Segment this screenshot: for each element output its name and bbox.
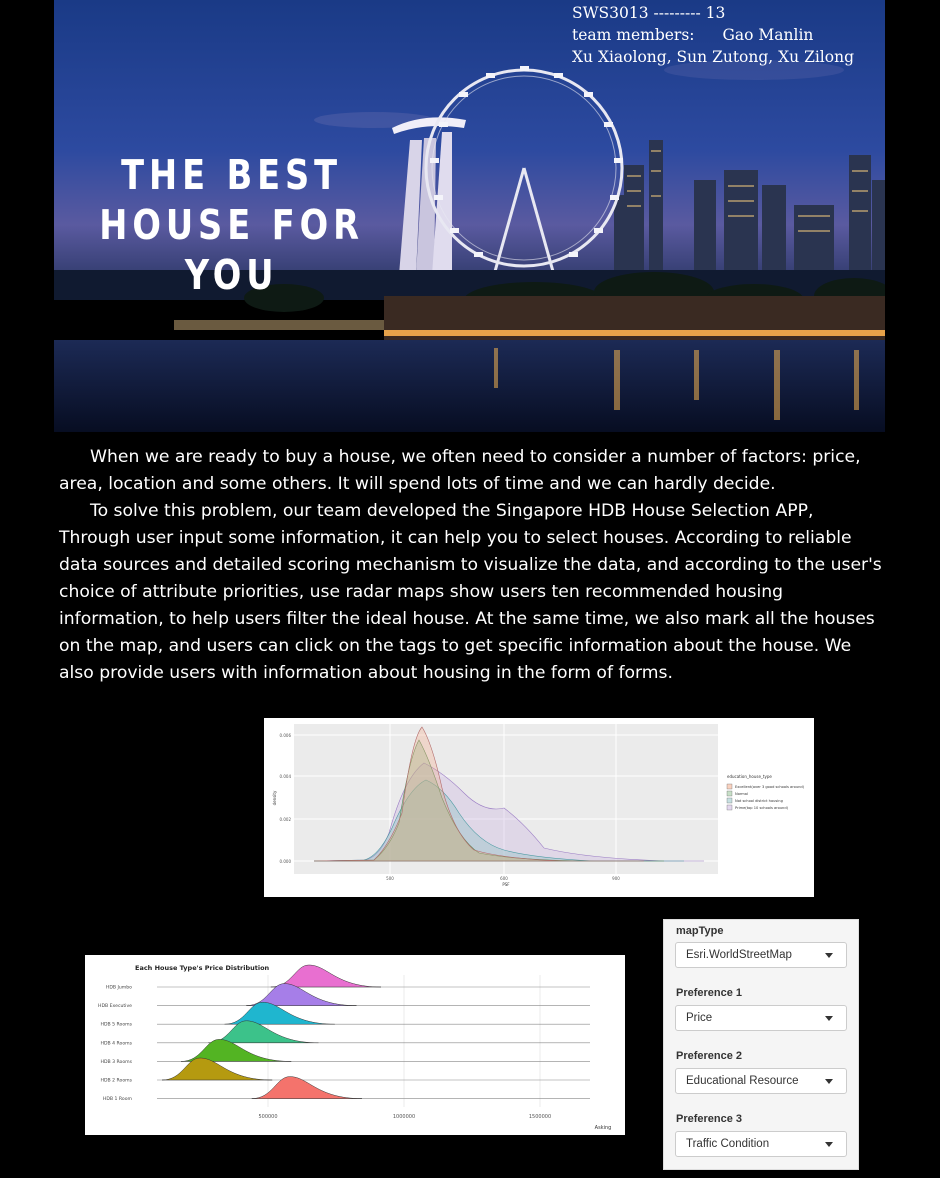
headline-line-2: HOUSE FOR YOU: [99, 201, 364, 299]
map-type-value: Esri.WorldStreetMap: [686, 949, 792, 961]
ridge-label-2: HDB 5 Rooms: [100, 1022, 132, 1028]
description: [59, 444, 889, 687]
course-line: SWS3013 --------- 13: [572, 4, 726, 22]
members-line-2: Xu Xiaolong, Sun Zutong, Xu Zilong: [572, 48, 855, 66]
x-axis-label: PSF: [502, 882, 510, 887]
preference-3-select[interactable]: [675, 1131, 847, 1157]
y-tick-0: 0.000: [279, 859, 291, 864]
description-paragraph-2: To solve this problem, our team developed the Singapore HDB House Selection APP, Through user input some information, it can help you to select houses. According to reliable data sources and detailed scoring mechanism to visualize the data, and according to the user's choice of attribute priorities, use radar maps show users ten recommended housing information, to help users filter the ideal house. At the same time, we also mark all the houses on the map, and users can click on the tags to get specific information about the house. We also provide users with information about housing in the form of forms.: [59, 501, 882, 683]
chevron-down-icon: [825, 953, 833, 958]
ridge-label-1: HDB Executive: [98, 1004, 132, 1010]
members-line-1: [572, 24, 882, 46]
preference-2-label: Preference 2: [676, 1050, 743, 1062]
legend: [727, 784, 805, 810]
ridge-label-3: HDB 4 Rooms: [100, 1041, 132, 1047]
preferences-panel: [663, 919, 859, 1170]
x-tick-0: 500: [386, 876, 394, 881]
legend-label-prime: Prime(top 10 schools around): [735, 806, 789, 810]
chevron-down-icon: [825, 1079, 833, 1084]
x-tick-2: 900: [612, 876, 620, 881]
preference-1-label: Preference 1: [676, 987, 743, 999]
legend-swatch-prime: [727, 805, 732, 810]
x-tick-1000000: 1000000: [392, 1114, 416, 1120]
preference-3-label: Preference 3: [676, 1113, 743, 1125]
member-name: Gao Manlin: [722, 26, 814, 44]
density-chart-svg: [264, 718, 814, 897]
legend-title: education_house_type: [727, 774, 772, 779]
x-tick-1500000: 1500000: [528, 1114, 552, 1120]
legend-swatch-excellent: [727, 784, 732, 789]
preference-1-select[interactable]: [675, 1005, 847, 1031]
legend-swatch-normal: [727, 791, 732, 796]
y-tick-3: 0.006: [279, 733, 291, 738]
density-chart: [264, 718, 814, 897]
legend-swatch-not-school: [727, 798, 732, 803]
team-info: [572, 2, 882, 68]
y-axis-label: density: [272, 790, 277, 806]
ridgeline-chart: [85, 955, 625, 1135]
ridge-label-5: HDB 2 Rooms: [100, 1078, 132, 1084]
preference-1-value: Price: [686, 1012, 713, 1024]
chevron-down-icon: [825, 1142, 833, 1147]
x-tick-500000: 500000: [258, 1114, 278, 1120]
x-axis-label-asking: Asking: [594, 1125, 612, 1131]
headline-line-1: THE BEST: [121, 151, 343, 199]
headline: [84, 150, 379, 300]
ridge-chart-title: Each House Type's Price Distribution: [135, 964, 270, 972]
chevron-down-icon: [825, 1016, 833, 1021]
y-tick-2: 0.004: [279, 774, 291, 779]
ridge-label-4: HDB 3 Rooms: [100, 1059, 132, 1065]
ridgeline-chart-svg: [85, 955, 625, 1135]
y-tick-1: 0.002: [279, 817, 291, 822]
preference-2-value: Educational Resource: [686, 1075, 799, 1087]
ridge-label-0: HDB Jumbo: [105, 985, 132, 991]
x-tick-1: 600: [500, 876, 508, 881]
members-label: team members:: [572, 26, 695, 44]
legend-label-normal: Normal: [735, 792, 749, 796]
legend-label-excellent: Excellent(over 3 good schools around): [735, 785, 805, 789]
ridge-label-6: HDB 1 Room: [102, 1097, 132, 1103]
preference-2-select[interactable]: [675, 1068, 847, 1094]
description-paragraph-1: When we are ready to buy a house, we often need to consider a number of factors: price, area, location and some others. It will spend lots of time and we can hardly decide.: [59, 447, 861, 494]
preference-3-value: Traffic Condition: [686, 1138, 770, 1150]
legend-label-not-school: Not school district housing: [735, 799, 783, 803]
map-type-select[interactable]: [675, 942, 847, 968]
map-type-label: mapType: [676, 925, 724, 937]
